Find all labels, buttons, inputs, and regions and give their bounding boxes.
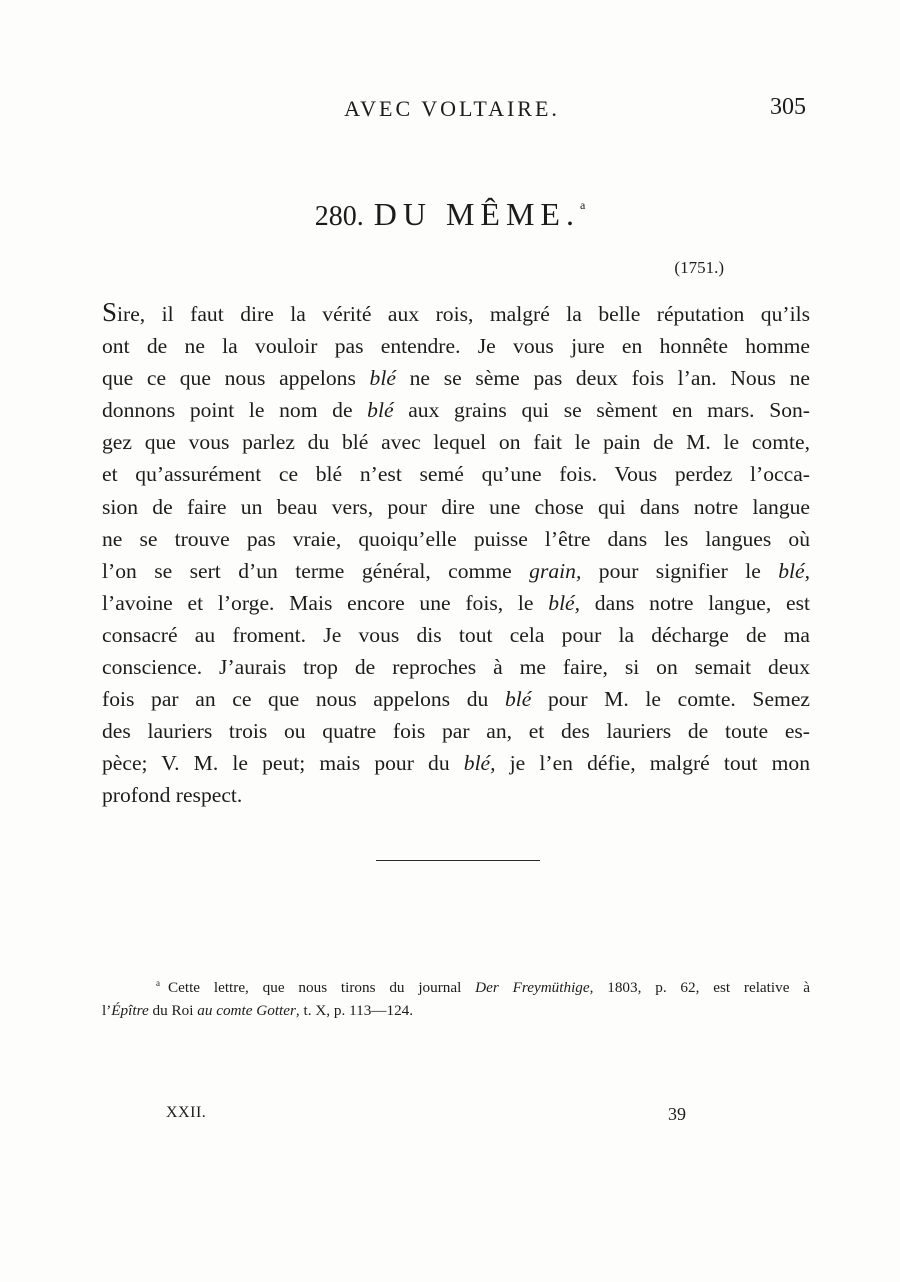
text-segment: donnons point le nom de xyxy=(102,398,368,423)
text-segment: pour signifier le xyxy=(581,558,779,583)
letter-line xyxy=(102,491,810,523)
text-segment: gez que vous parlez du blé avec lequel on fait le pain de M. le comte, xyxy=(102,430,810,455)
letter-line xyxy=(102,587,810,619)
letter-line xyxy=(102,394,810,426)
text-segment: aux grains qui se sèment en mars. Son- xyxy=(393,398,810,423)
sheet-signature: 39 xyxy=(668,1104,686,1124)
text-segment: ne se trouve pas vraie, quoiqu’elle puisse l’être dans les langues où xyxy=(102,526,810,551)
volume-signature: XXII. xyxy=(166,1104,207,1121)
letter-line xyxy=(102,523,810,555)
letter-line xyxy=(102,426,810,458)
text-segment: fois par an ce que nous appelons du xyxy=(102,687,505,712)
footnote-divider xyxy=(376,860,540,861)
footnote-line xyxy=(102,999,810,1022)
letter-body xyxy=(102,296,810,812)
text-segment: , t. X, p. 113—124. xyxy=(295,1002,414,1019)
footnote-line xyxy=(102,972,810,999)
text-segment: que ce que nous appelons xyxy=(102,366,370,391)
italic-text: au comte Gotter xyxy=(197,1002,296,1019)
text-segment: du Roi xyxy=(148,1002,198,1019)
letter-line xyxy=(102,779,810,811)
text-segment: Cette lettre, que nous tirons du journal xyxy=(168,979,476,996)
italic-text: blé xyxy=(369,366,396,391)
text-segment: dans notre langue, est xyxy=(580,590,810,615)
footnote xyxy=(102,972,810,1022)
text-segment: ont de ne la vouloir pas entendre. Je vous jure en honnête homme xyxy=(102,334,810,359)
text-segment: l’avoine et l’orge. Mais encore une fois, le xyxy=(102,590,549,615)
italic-text: Der Freymüthige xyxy=(475,979,590,996)
letter-number: 280. xyxy=(314,201,364,232)
letter-line xyxy=(102,619,810,651)
letter-line xyxy=(102,330,810,362)
initial-capital: S xyxy=(102,297,118,327)
text-segment: profond respect. xyxy=(102,783,243,808)
letter-line xyxy=(102,458,810,490)
page-number: 305 xyxy=(770,94,806,120)
text-segment: je l’en défie, malgré tout mon xyxy=(495,751,810,776)
text-segment: ire, il faut dire la vérité aux rois, malgré la belle réputation qu’ils xyxy=(117,302,810,326)
text-segment: pèce; V. M. le peut; mais pour du xyxy=(102,751,464,776)
text-segment: l’on se sert d’un terme général, comme xyxy=(102,558,530,583)
letter-heading xyxy=(0,196,900,233)
footnote-marker: a xyxy=(156,978,160,988)
italic-text: blé xyxy=(504,687,532,712)
text-segment: sion de faire un beau vers, pour dire une chose qui dans notre langue xyxy=(102,494,810,519)
running-header-title: AVEC VOLTAIRE. xyxy=(344,96,560,121)
text-segment: pour M. le comte. Semez xyxy=(531,687,810,712)
italic-text: blé xyxy=(367,398,394,423)
text-segment: des lauriers trois ou quatre fois par an, et des lauriers de toute es- xyxy=(102,719,810,744)
letter-line xyxy=(102,362,810,394)
letter-line xyxy=(102,296,810,330)
letter-line xyxy=(102,651,810,683)
text-segment: l’ xyxy=(102,1002,112,1019)
letter-date: (1751.) xyxy=(674,258,724,277)
letter-line xyxy=(102,683,810,715)
italic-text: grain, xyxy=(529,558,582,583)
letter-line xyxy=(102,555,810,587)
text-segment: , 1803, p. 62, est relative à xyxy=(589,979,810,996)
letter-title: DU MÊME. xyxy=(373,196,580,232)
italic-text: blé, xyxy=(548,590,581,615)
text-segment: conscience. J’aurais trop de reproches à me faire, si on semait deux xyxy=(102,655,810,680)
text-segment: ne se sème pas deux fois l’an. Nous ne xyxy=(395,366,810,391)
letter-line xyxy=(102,747,810,779)
letter-line xyxy=(102,715,810,747)
text-segment: consacré au froment. Je vous dis tout cela pour la décharge de ma xyxy=(102,622,810,647)
italic-text: blé, xyxy=(778,558,810,583)
italic-text: blé, xyxy=(463,751,496,776)
text-segment: et qu’assurément ce blé n’est semé qu’une fois. Vous perdez l’occa- xyxy=(102,462,810,487)
italic-text: Épître xyxy=(111,1002,149,1019)
footnote-reference: a xyxy=(579,198,586,212)
